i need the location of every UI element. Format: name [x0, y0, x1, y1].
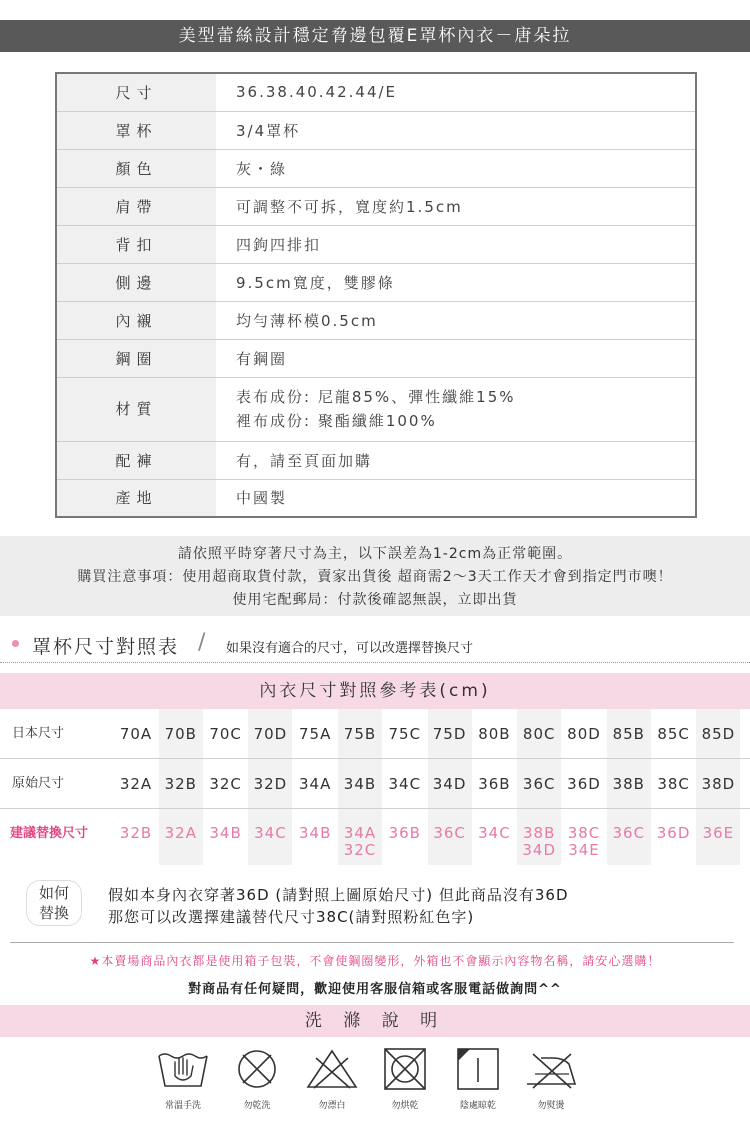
notice-line3: 使用宅配郵局：付款後確認無誤，立即出貨 — [232, 592, 518, 608]
care-label: 常溫手洗 — [164, 1101, 201, 1111]
size-cell: 75A — [299, 725, 332, 743]
size-cell-part: 38C — [567, 824, 601, 842]
size-row-cells — [114, 759, 744, 808]
size-cell: 36D — [567, 775, 601, 793]
size-cell: 70C — [209, 725, 242, 743]
spec-table — [55, 72, 697, 518]
spec-row — [56, 73, 696, 111]
size-cell: 34B — [209, 824, 242, 842]
dotted-divider — [0, 662, 750, 663]
spec-value: 有，請至頁面加購 — [216, 441, 696, 479]
size-cell: 80C — [517, 709, 561, 758]
hand-wash-icon — [155, 1046, 211, 1092]
spec-label: 產地 — [56, 479, 216, 517]
spec-value: 均勻薄杯模0.5cm — [216, 301, 696, 339]
care-item — [443, 1046, 513, 1111]
care-item — [516, 1046, 586, 1111]
spec-row — [56, 301, 696, 339]
size-cell: 34B — [298, 824, 332, 842]
spec-label: 尺寸 — [56, 73, 216, 111]
swap-explanation — [108, 884, 569, 928]
spec-value: 中國製 — [236, 489, 288, 508]
size-table-title: 內衣尺寸對照參考表(cm) — [0, 673, 750, 709]
size-cell: 34C — [248, 809, 292, 865]
size-cell: 34C — [388, 775, 422, 793]
size-table-row — [0, 759, 750, 809]
size-cell: 38D — [696, 759, 740, 808]
size-cell-part: 34D — [522, 841, 556, 859]
spec-value: 可調整不可拆，寬度約1.5cm — [216, 187, 696, 225]
size-cell: 32C — [209, 775, 242, 793]
care-item — [370, 1046, 440, 1111]
care-label: 陰處晾乾 — [459, 1101, 496, 1111]
spec-row — [56, 377, 696, 441]
size-cell: 34A — [299, 775, 332, 793]
size-row-cells — [114, 709, 744, 758]
spec-row — [56, 111, 696, 149]
size-cell: 70D — [248, 709, 292, 758]
size-cell: 34D — [428, 759, 472, 808]
size-cell: 36B — [478, 775, 511, 793]
size-cell: 70A — [119, 725, 153, 743]
spec-label: 罩杯 — [56, 111, 216, 149]
size-cell: 36D — [656, 824, 691, 842]
spec-value-line2: 裡布成份: 聚酯纖維100% — [236, 412, 437, 430]
size-cell: 70B — [159, 709, 203, 758]
wash-instructions-title: 洗 滌 說 明 — [0, 1005, 750, 1037]
size-row-label: 日本尺寸 — [12, 726, 65, 741]
care-item — [222, 1046, 292, 1111]
size-cell-part: 34A — [343, 824, 377, 842]
care-label: 勿烘乾 — [391, 1101, 419, 1111]
size-cell: 75D — [428, 709, 472, 758]
no-tumble-dry-icon — [377, 1046, 433, 1092]
no-dry-clean-icon — [229, 1046, 285, 1092]
spec-row — [56, 149, 696, 187]
spec-label: 內襯 — [56, 301, 216, 339]
care-item — [297, 1046, 367, 1111]
size-cell: 32B — [119, 824, 153, 842]
heading-slash: / — [198, 630, 206, 655]
care-item — [148, 1046, 218, 1111]
size-cell: 34B — [338, 759, 382, 808]
care-label: 勿漂白 — [318, 1101, 346, 1111]
notice-line2: 購買注意事項：使用超商取貨付款，賣家出貨後 超商需2～3天工作天才會到指定門市噢！ — [77, 569, 673, 585]
spec-value: 9.5cm寬度，雙膠條 — [216, 263, 696, 301]
size-cell: 34C — [478, 824, 511, 842]
notice-line1: 請依照平時穿著尺寸為主，以下誤差為1-2cm為正常範圍。 — [177, 546, 573, 562]
size-table-row — [0, 809, 750, 865]
size-cell-part: 34E — [568, 841, 600, 859]
size-cell-part: 38B — [522, 824, 556, 842]
spec-row — [56, 263, 696, 301]
size-heading-title: 罩杯尺寸對照表 — [32, 636, 180, 658]
size-heading-subtitle: 如果沒有適合的尺寸，可以改選擇替換尺寸 — [226, 641, 474, 656]
spec-row — [56, 225, 696, 263]
spec-label: 肩帶 — [56, 187, 216, 225]
size-cell: 32D — [248, 759, 292, 808]
spec-label: 側邊 — [56, 263, 216, 301]
care-label: 勿乾洗 — [243, 1101, 271, 1111]
bullet-dot-icon — [12, 640, 19, 647]
notice-box — [0, 536, 750, 616]
spec-label: 配褲 — [56, 441, 216, 479]
size-cell: 36E — [696, 809, 740, 865]
section-divider — [10, 942, 734, 943]
badge-line1: 如何 — [38, 884, 69, 902]
how-to-swap-badge — [26, 880, 82, 926]
spec-label: 鋼圈 — [56, 339, 216, 377]
spec-label: 材質 — [56, 377, 216, 441]
spec-value-line1: 表布成份: 尼龍85%、彈性纖維15% — [236, 388, 516, 406]
spec-label: 背扣 — [56, 225, 216, 263]
spec-row — [56, 479, 696, 517]
size-cell: 36B — [388, 824, 421, 842]
size-cell: 80D — [567, 725, 601, 743]
size-row-label: 原始尺寸 — [12, 776, 65, 791]
size-cell: 75C — [388, 725, 422, 743]
size-row-label: 建議替換尺寸 — [10, 826, 89, 841]
size-cell: 32A — [119, 775, 153, 793]
size-cell: 38C — [657, 775, 690, 793]
badge-line2: 替換 — [38, 904, 69, 922]
size-cell: 85C — [657, 725, 690, 743]
spec-value — [216, 377, 696, 441]
spec-value: 3/4罩杯 — [216, 111, 696, 149]
packaging-warning: ★本賣場商品內衣都是使用箱子包裝，不會使鋼圈變形，外箱也不會顯示內容物名稱，請安心選購！ — [89, 954, 661, 968]
no-iron-icon — [523, 1046, 579, 1092]
swap-line2: 那您可以改選擇建議替代尺寸38C(請對照粉紅色字) — [108, 908, 475, 926]
size-row-cells — [114, 809, 744, 865]
spec-value: 36.38.40.42.44/E — [216, 73, 696, 111]
size-cell — [338, 809, 382, 865]
size-table — [0, 709, 750, 865]
size-table-row — [0, 709, 750, 759]
size-cell — [517, 809, 561, 865]
size-cell: 38B — [607, 759, 651, 808]
swap-line1: 假如本身內衣穿著36D (請對照上圖原始尺寸) 但此商品沒有36D — [108, 886, 569, 904]
size-cell: 32B — [159, 759, 203, 808]
size-cell: 32A — [159, 809, 203, 865]
no-bleach-icon — [304, 1046, 360, 1092]
size-cell: 80B — [478, 725, 511, 743]
size-cell — [562, 809, 606, 865]
size-cell-part: 32C — [343, 841, 377, 859]
size-cell: 36C — [607, 809, 651, 865]
size-section-heading — [8, 630, 748, 660]
contact-note: 對商品有任何疑問，歡迎使用客服信箱或客服電話做詢問^^ — [188, 982, 562, 997]
shade-dry-icon — [450, 1046, 506, 1092]
size-cell: 85B — [607, 709, 651, 758]
size-cell: 36C — [428, 809, 472, 865]
spec-row — [56, 187, 696, 225]
size-cell: 85D — [696, 709, 740, 758]
care-label: 勿熨燙 — [537, 1101, 565, 1111]
size-cell: 75B — [338, 709, 382, 758]
spec-label: 顏色 — [56, 149, 216, 187]
page-title: 美型蕾絲設計穩定脅邊包覆E罩杯內衣－唐朵拉 — [0, 20, 750, 52]
spec-value: 有鋼圈 — [216, 339, 696, 377]
spec-row — [56, 441, 696, 479]
size-cell: 36C — [517, 759, 561, 808]
spec-value: 灰・綠 — [216, 149, 696, 187]
spec-row — [56, 339, 696, 377]
spec-value: 四鉤四排扣 — [216, 225, 696, 263]
